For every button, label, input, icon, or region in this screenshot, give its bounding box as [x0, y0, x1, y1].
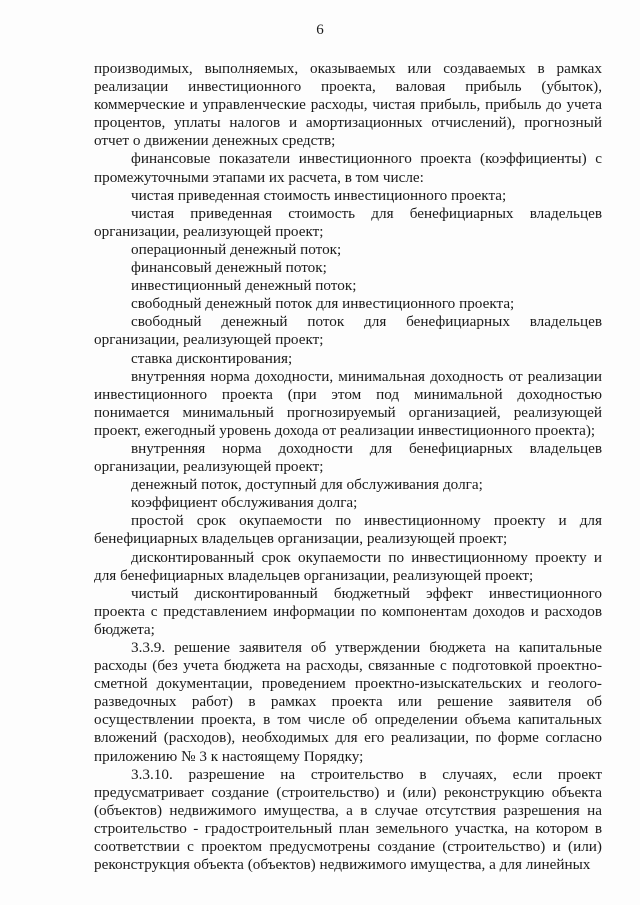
document-body [94, 60, 602, 874]
list-item: коэффициент обслуживания долга; [131, 494, 358, 512]
clause-3-3-10: 3.3.10. разрешение на строительство в случаях, если проект предусматривает создание (строительство) и (или) реконструкцию объекта (объектов) недвижимого имущества, а в случае отсутствия разрешения на строительство - градостроительный план земельного участка, на котором в соответствии с проектом предусмотрены создание (строительство) и (или) реконструкция объекта (объектов) недвижимого имущества, а для линейных [94, 765, 602, 874]
list-item: внутренняя норма доходности, минимальная доходность от реализации инвестиционного проекта (при этом под минимальной доходностью понимается минимальный прогнозируемый организацией, реализующей проект, ежегодный уровень дохода от реализации инвестиционного проекта); [94, 367, 602, 439]
list-item: денежный поток, доступный для обслуживания долга; [131, 476, 483, 494]
list-item: инвестиционный денежный поток; [131, 277, 357, 295]
list-item: ставка дисконтирования; [131, 349, 293, 367]
page-number: 6 [316, 22, 324, 38]
list-item: чистая приведенная стоимость для бенефициарных владельцев организации, реализующей проект; [94, 204, 602, 240]
list-item: простой срок окупаемости по инвестиционному проекту и для бенефициарных владельцев организации, реализующей проект; [94, 512, 602, 548]
list-item: операционный денежный поток; [131, 240, 342, 258]
paragraph: производимых, выполняемых, оказываемых или создаваемых в рамках реализации инвестиционного проекта, валовая прибыль (убыток), коммерческие и управленческие расходы, чистая прибыль, прибыль до учета процентов, уплаты налогов и амортизационных отчислений), прогнозный отчет о движении денежных средств; [94, 60, 602, 150]
list-item: чистая приведенная стоимость инвестиционного проекта; [131, 186, 507, 204]
list-item: внутренняя норма доходности для бенефициарных владельцев организации, реализующей проект; [94, 439, 602, 476]
list-item: чистый дисконтированный бюджетный эффект инвестиционного проекта с представлением информации по компонентам доходов и расходов бюджета; [94, 584, 602, 638]
list-item: свободный денежный поток для инвестиционного проекта; [131, 295, 515, 313]
paragraph: финансовые показатели инвестиционного проекта (коэффициенты) с промежуточными этапами их расчета, в том числе: [94, 150, 602, 186]
list-item: финансовый денежный поток; [131, 259, 327, 277]
list-item: свободный денежный поток для бенефициарных владельцев организации, реализующей проект; [94, 313, 602, 349]
list-item: дисконтированный срок окупаемости по инвестиционному проекту и для бенефициарных владельцев организации, реализующей проект; [94, 548, 602, 584]
clause-3-3-9: 3.3.9. решение заявителя об утверждении бюджета на капитальные расходы (без учета бюджета на расходы, связанные с подготовкой проектно-сметной документации, проведением проектно-изыскательских и геолого-разведочных работ) в рамках проекта или решение заявителя об осуществлении проекта, в том числе об определении объема капитальных вложений (расходов), необходимых для его реализации, по форме согласно приложению № 3 к настоящему Порядку; [94, 639, 602, 765]
